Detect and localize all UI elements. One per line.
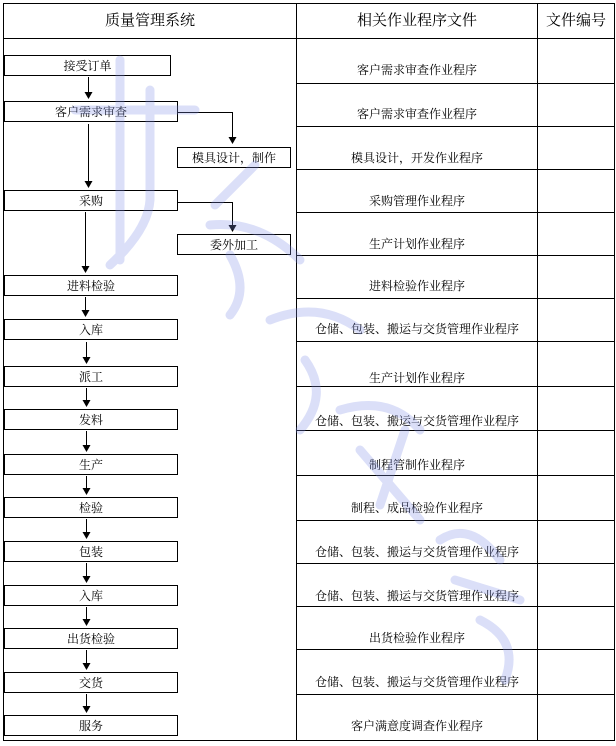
node-service: 服务: [4, 715, 178, 736]
header-docs: 相关作业程序文件: [356, 10, 477, 29]
node-review: 客户需求审查: [4, 101, 178, 122]
doc-cell: 仓储、包装、搬运与交货管理作业程序: [314, 588, 519, 603]
node-production: 生产: [4, 454, 178, 475]
header-system: 质量管理系统: [104, 10, 195, 29]
doc-cell: 仓储、包装、搬运与交货管理作业程序: [314, 544, 519, 559]
flow-connectors: [86, 77, 233, 712]
doc-cell: 仓储、包装、搬运与交货管理作业程序: [314, 321, 519, 336]
doc-cell: 仓储、包装、搬运与交货管理作业程序: [314, 674, 519, 689]
node-receive-order: 接受订单: [4, 55, 171, 76]
node-inspection: 检验: [4, 497, 178, 518]
node-delivery: 交货: [4, 672, 178, 693]
node-dispatch: 派工: [4, 366, 178, 387]
node-outsource: 委外加工: [177, 234, 291, 255]
doc-cell: 出货检验作业程序: [368, 630, 465, 645]
doc-cell: 客户需求审查作业程序: [356, 62, 477, 77]
doc-cell: 模具设计，开发作业程序: [350, 150, 483, 165]
doc-cell: 进料检验作业程序: [368, 278, 465, 293]
doc-cell: 生产计划作业程序: [368, 236, 465, 251]
arrow-connector: [178, 203, 233, 232]
node-outgoing-inspection: 出货检验: [4, 628, 178, 649]
node-incoming-inspection: 进料检验: [4, 275, 178, 296]
header-code: 文件编号: [545, 10, 606, 29]
node-mold-design: 模具设计，制作: [177, 147, 291, 168]
node-warehousing: 入库: [4, 319, 178, 340]
node-warehousing-2: 入库: [4, 585, 178, 606]
doc-cell: 仓储、包装、搬运与交货管理作业程序: [314, 413, 519, 428]
node-packing: 包装: [4, 541, 178, 562]
doc-cell: 客户满意度调查作业程序: [350, 718, 483, 733]
doc-cell: 客户需求审查作业程序: [356, 106, 477, 121]
arrow-connector: [178, 113, 233, 144]
doc-cell: 采购管理作业程序: [368, 193, 465, 208]
doc-cell: 生产计划作业程序: [368, 370, 465, 385]
doc-cell: 制程管制作业程序: [368, 457, 465, 472]
doc-cell: 制程、成品检验作业程序: [350, 500, 483, 515]
node-issue-material: 发料: [4, 409, 178, 430]
node-purchase: 采购: [4, 190, 178, 211]
